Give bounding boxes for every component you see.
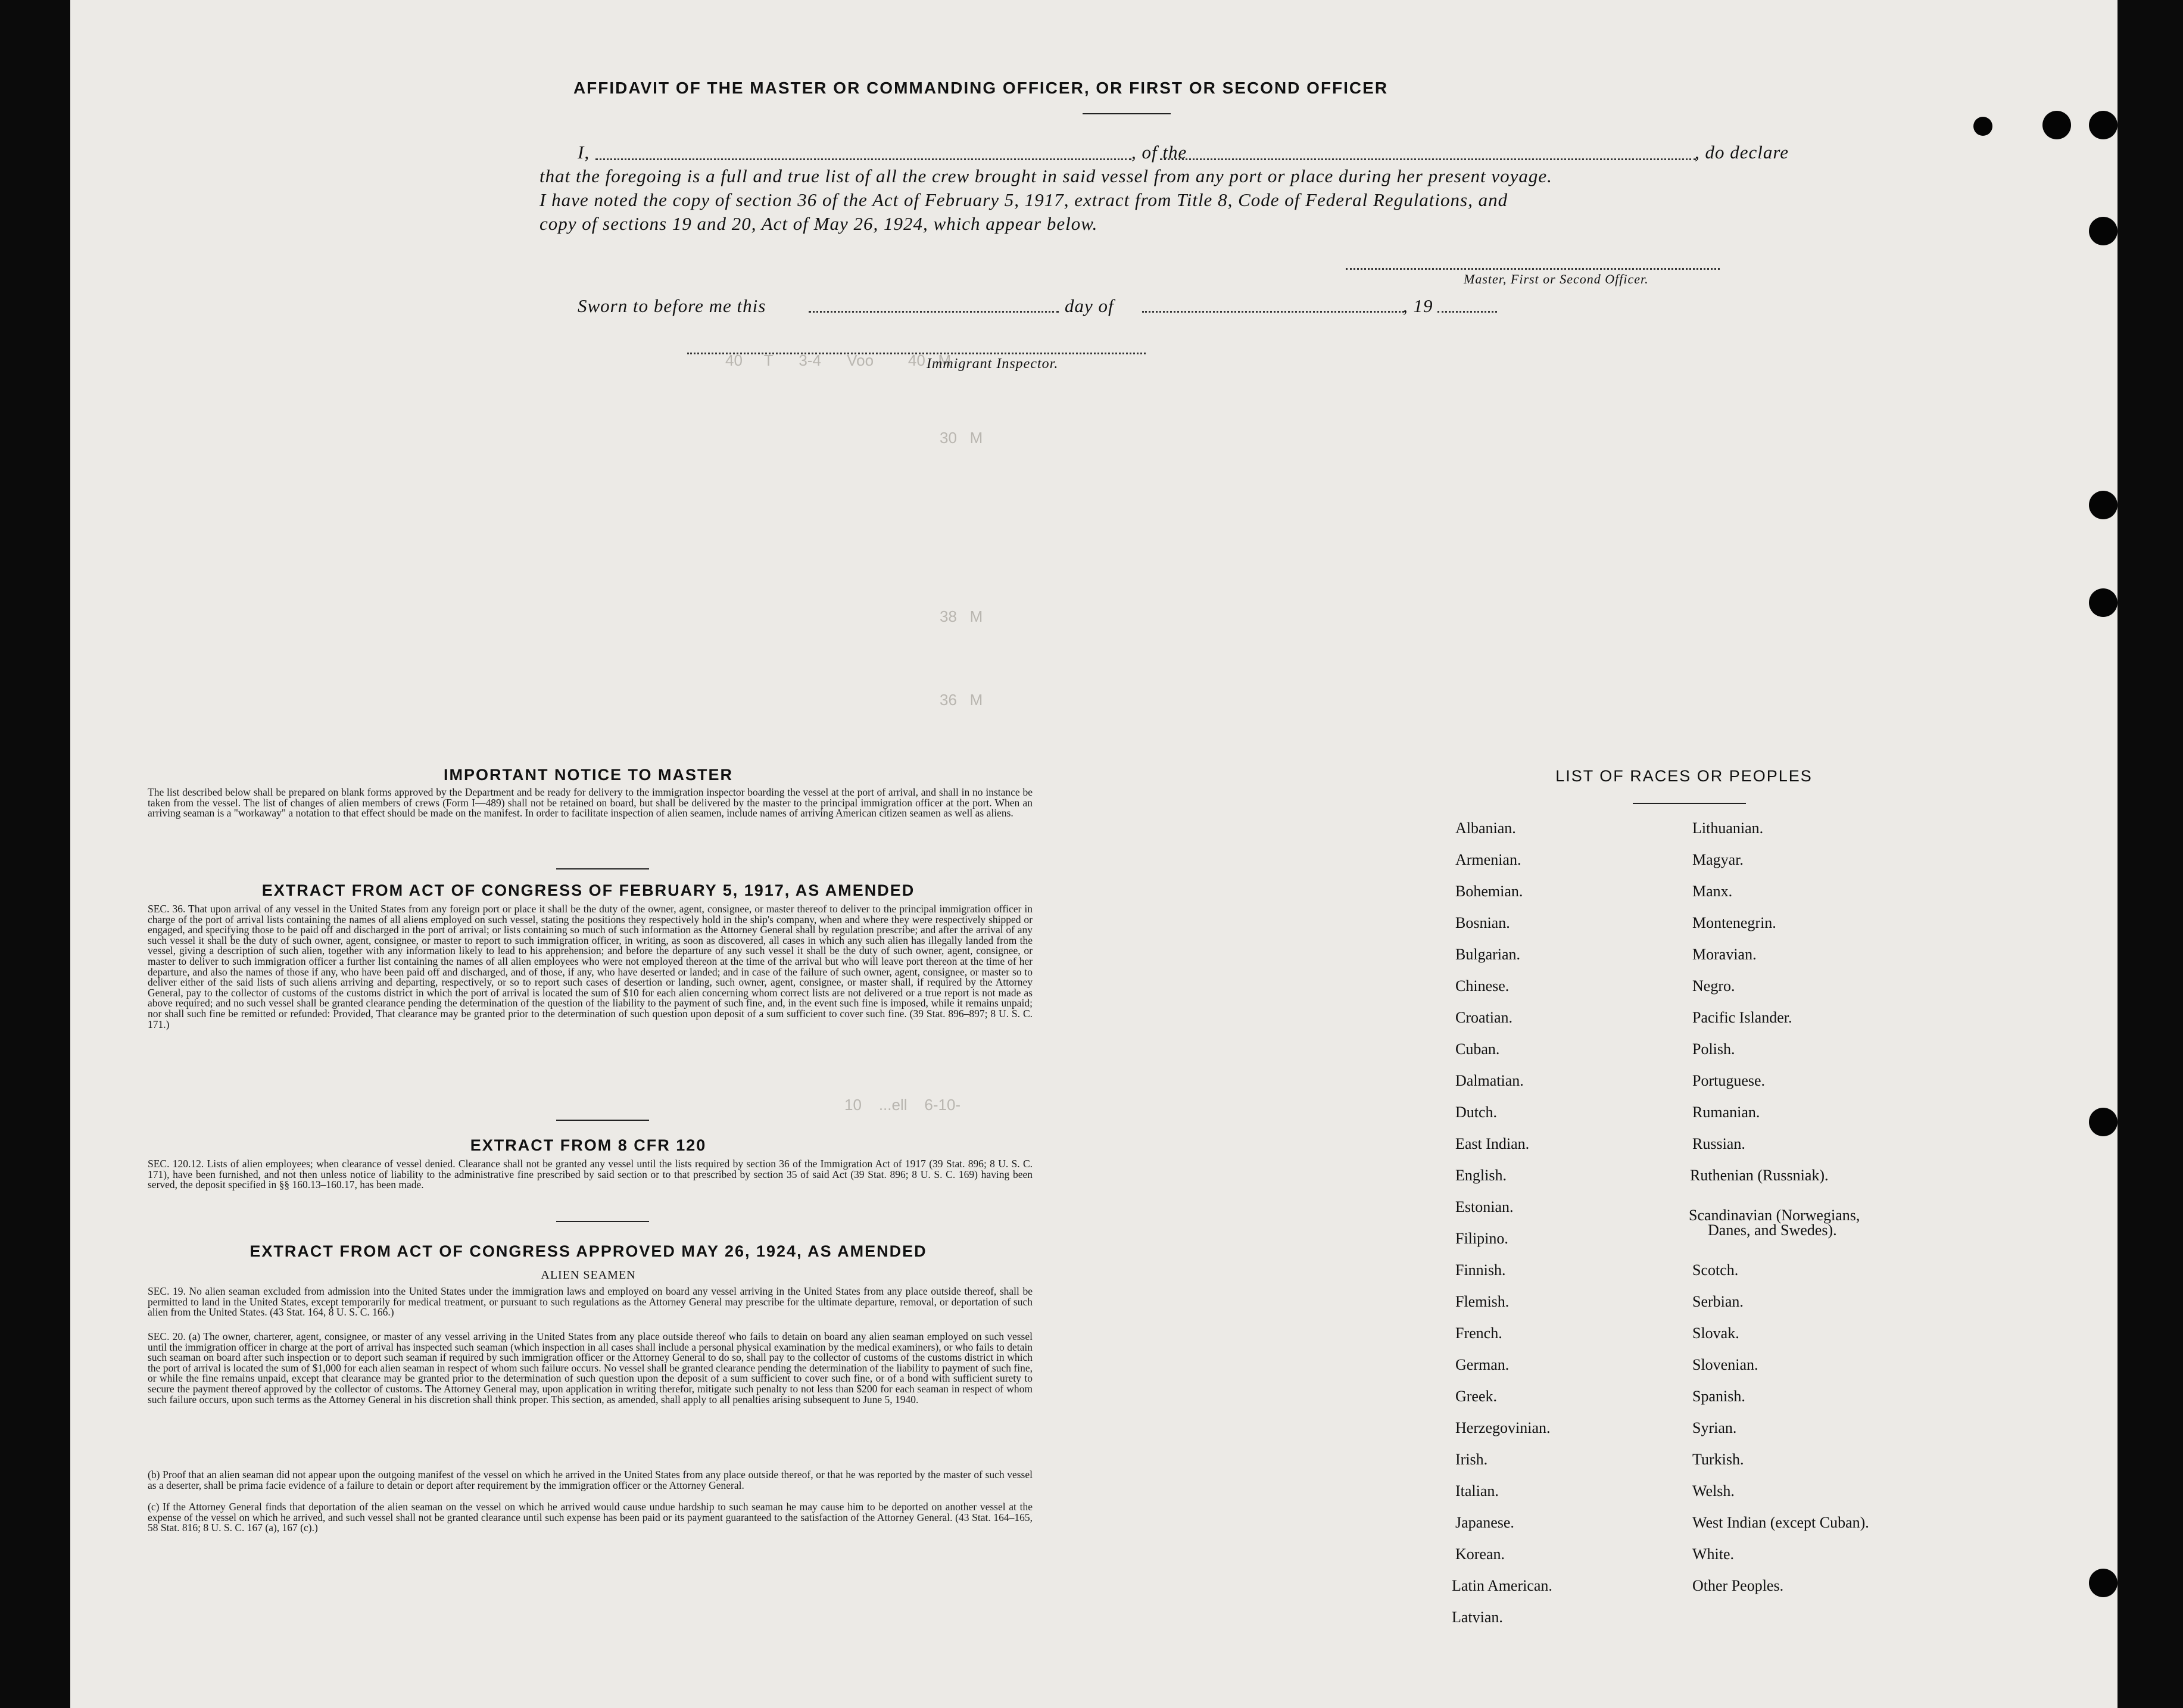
vessel-field[interactable] [1160,158,1696,160]
affidavit-line-3: I have noted the copy of section 36 of the Act of February 5, 1917, extract from Title 8, Code of Federal Regulations, and [539,189,1508,210]
race-item: Portuguese. [1692,1072,1766,1089]
affidavit-line-4: copy of sections 19 and 20, Act of May 26, 1924, which appear below. [539,213,1098,234]
race-item: Ruthenian (Russniak). [1690,1167,1829,1184]
race-item: Lithuanian. [1692,819,1764,837]
inspector-signature-label: Immigrant Inspector. [927,356,1059,372]
race-item: Turkish. [1692,1451,1744,1468]
race-item: Spanish. [1692,1388,1745,1405]
race-item: Cuban. [1455,1040,1500,1058]
day-of-label: day of [1065,295,1114,316]
race-item: Dutch. [1455,1104,1498,1121]
divider [1633,803,1746,804]
race-item: White. [1692,1545,1735,1563]
race-item: Korean. [1455,1545,1505,1563]
extract-1917-title: EXTRACT FROM ACT OF CONGRESS OF FEBRUARY 5, 1917, AS AMENDED [261,881,915,899]
affidavit-line-2: that the foregoing is a full and true list of all the crew brought in said vessel from any port or place during her present voyage. [539,166,1552,186]
race-item: West Indian (except Cuban). [1692,1514,1869,1531]
race-item: Irish. [1455,1451,1488,1468]
race-item: Negro. [1692,977,1735,995]
race-item: Japanese. [1455,1514,1514,1531]
punch-hole [2089,588,2117,617]
race-item: Montenegrin. [1692,914,1776,931]
extract-cfr-body: SEC. 120.12. Lists of alien employees; when clearance of vessel denied. Clearance shall not be granted any vessel until the lists required by section 36 of the Immigration Act of 1917 (39 Stat. 896; 8 U. S. C. 171), have been furnished, and not then unless notice of liability to the administrative fine prescribed by said section or to that prescribed by section 35 of said Act (39 Stat. 896; 8 U. S. C. 169) having been served, the deposit specified in §§ 160.13–160.17, has been made. [148,1158,1033,1191]
race-item: Albanian. [1455,819,1516,837]
race-item: Bosnian. [1455,914,1510,931]
race-item: French. [1455,1324,1502,1342]
race-item: East Indian. [1455,1135,1530,1152]
punch-hole [2042,111,2071,139]
race-item: Greek. [1455,1388,1498,1405]
race-item: Serbian. [1692,1293,1744,1310]
affidavit-i-label: I, [578,142,590,163]
race-item: Flemish. [1455,1293,1510,1310]
sec-20a-body: SEC. 20. (a) The owner, charterer, agent, consignee, or master of any vessel arriving in the United States from any place outside thereof who fails to detain on board any alien seaman employed on such vessel until the immigration officer in charge at the port of arrival has inspected such seaman (which inspection in all cases shall include a personal physical examination by the medical examiners), or who fails to detain such seaman on board after such inspection or to deport such seaman if required by such immigration officer or the Attorney General to do so, shall pay to the collector of customs of the customs district in which the port of arrival is located the sum of $1,000 for each alien seaman in respect of whom such failure occurs. No vessel shall be granted clearance pending the determination of the liability to payment of such fine, or while the fine remains unpaid, except that clearance may be granted prior to the determination of such question upon the deposit of a sum sufficient to cover such fine, or of a bond with sufficient surety to secure the payment thereof approved by the collector of customs. The Attorney General may, upon application in writing therefor, mitigate such penalty to not less than $200 for each seaman in respect of whom such failure occurs, upon such terms as the Attorney General in his discretion shall think proper. This section, as amended, shall apply to all penalties arising subsequent to June 5, 1940. [148,1330,1033,1405]
race-item: Estonian. [1455,1198,1514,1215]
race-item: Manx. [1692,883,1733,900]
race-item: Herzegovinian. [1455,1419,1551,1436]
race-item: Other Peoples. [1692,1577,1784,1594]
race-item: Latin American. [1452,1577,1552,1594]
race-item: Welsh. [1692,1482,1735,1500]
race-item: Scotch. [1692,1261,1739,1279]
divider [556,868,649,869]
punch-hole [2089,217,2117,245]
race-item: Dalmatian. [1455,1072,1524,1089]
sworn-day-field[interactable] [809,311,1059,313]
divider [556,1221,649,1222]
document-page: 40 T 3-4 Voo 40 M 30 M 38 M 36 M 10 ...ell 6-10- AFFIDAVIT OF THE MASTER OR COMMANDING OFFICER, OR FIRST OR SECOND OFFICER I, , of the , do declare that the foregoing is a full and true list of all the crew brought in said vessel from any port or place during her present voyage. I have noted the copy of section 36 of the Act of February 5, 1917, extract from Title 8, Code of Federal Regulations, and copy of sections 19 and 20, Act of May 26, 1924, which appear below. Master, First or Second Officer. Sworn to before me this day of , 19 Immigrant Inspector. IMPORTANT NOTICE TO MASTER The list described below shall be prepared on blank forms approved by the Department and be ready for delivery to the immigration inspector boarding the vessel at the port of arrival, and shall in no instance be taken from the vessel. The list of changes of alien members of crews (Form I—489) shall not be retained on board, but shall be delivered by the master to the principal immigration officer at the port. When an arriving seaman is a "workaway" a notation to that effect should be made on the manifest. In order to facilitate inspection of alien seamen, include names of arriving American citizen seamen as well as aliens. EXTRACT FROM ACT OF CONGRESS OF FEBRUARY 5, 1917, AS AMENDED SEC. 36. That upon arrival of any vessel in the United States from any foreign port or place it shall be the duty of the owner, agent, consignee, or master thereof to deliver to the principal immigration officer in charge of the port of arrival lists containing the names of all aliens employed on such vessel, stating the positions they respectively hold in the ship's company, when and where they were respectively shipped or engaged, and specifying those to be paid off and discharged in the port of arrival; or lists containing so much of such information as the Attorney General shall by regulation prescribe; and after the arrival of any such vessel it shall be the duty of such owner, agent, consignee, or master to report to such immigration officer, in writing, as soon as discovered, all cases in which any such alien has illegally landed from the vessel, giving a description of such alien, together with any information likely to lead to his apprehension; and before the departure of any such vessel it shall be the duty of such owner, agent, consignee, or master to deliver to such immigration officer a further list containing the names of all alien employees who were not employed thereon at the time of the arrival but who will leave port thereon at the time of her departure, and also the names of those if any, who have been paid off and discharged, and of those, if any, who have deserted or landed; and in case of the failure of such owner, agent, consignee, or master so to deliver either of the said lists of such aliens arriving and departing, respectively, or so to report such cases of desertion or landing, such owner, agent, consignee, or master shall, if required by the Attorney General, pay to the collector of customs of the customs district in which the port of arrival is located the sum of $10 for each alien concerning whom correct lists are not delivered or a true report is not made as above required; and no such vessel shall be granted clearance pending the determination of the question of the liability to the payment of such fine, and, in the event such fine is imposed, while it remains unpaid; nor shall such fine be remitted or refunded: Provided, That clearance may be granted prior to the determination of such question upon deposit of a sum sufficient to cover such fine. (39 Stat. 896–897; 8 U. S. C. 171.) EXTRACT FROM 8 CFR 120 SEC. 120.12. Lists of alien employees; when clearance of vessel denied. Clearance shall not be granted any vessel until the lists required by section 36 of the Immigration Act of 1917 (39 Stat. 896; 8 U. S. C. 171), have been furnished, and not then unless notice of liability to the administrative fine prescribed by said section or to that prescribed by section 35 of said Act (39 Stat. 896; 8 U. S. C. 169) having been served, the deposit specified in §§ 160.13–160.17, has been made. EXTRACT FROM ACT OF CONGRESS APPROVED MAY 26, 1924, AS AMENDED ALIEN SEAMEN SEC. 19. No alien seaman excluded from admission into the United States under the immigration laws and employed on board any vessel arriving in the United States from any place outside thereof, shall be permitted to land in the United States, except temporarily for medical treatment, or pursuant to such regulations as the Attorney General may prescribe for the ultimate departure, removal, or deportation of such alien from the United States. (43 Stat. 164, 8 U. S. C. 166.) SEC. 20. (a) The owner, charterer, agent, consignee, or master of any vessel arriving in the United States from any place outside thereof who fails to detain on board any alien seaman employed on such vessel until the immigration officer in charge at the port of arrival has inspected such seaman (which inspection in all cases shall include a personal physical examination by the medical examiners), or who fails to detain such seaman on board after such inspection or to deport such seaman if required by such immigration officer or the Attorney General to do so, shall pay to the collector of customs of the customs district in which the port of arrival is located the sum of $1,000 for each alien seaman in respect of whom such failure occurs. No vessel shall be granted clearance pending the determination of the liability to payment of such fine, or while the fine remains unpaid, except that clearance may be granted prior to the determination of such question upon the deposit of a sum sufficient to cover such fine, or of a bond with sufficient surety to secure the payment thereof approved by the collector of customs. The Attorney General may, upon application in writing therefor, mitigate such penalty to not less than $200 for each seaman in respect of whom such failure occurs, upon such terms as the Attorney General in his discretion shall think proper. This section, as amended, shall apply to all penalties arising subsequent to June 5, 1940. (b) Proof that an alien seaman did not appear upon the outgoing manifest of the vessel on which he arrived in the United States from any place outside thereof, or that he was reported by the master of such vessel as a deserter, shall be prima facie evidence of a failure to detain or deport after requirement by the immigration officer or the Attorney General. (c) If the Attorney General finds that deportation of the alien seaman on the vessel on which he arrived would cause undue hardship to such seaman he may cause him to be deported on another vessel at the expense of the vessel on which he arrived, and such vessel shall not be granted clearance until such expense has been paid or its payment guaranteed to the satisfaction of the Attorney General. (43 Stat. 164–165, 58 Stat. 816; 8 U. S. C. 167 (a), 167 (c).) LIST OF RACES OR PEOPLES Albanian. Armenian. Bohemian. Bosnian. Bulgarian. Chinese. Croatian. Cuban. Dalmatian. Dutch. East Indian. English. Estonian. Filipino. Finnish. Flemish. French. German. Greek. Herzegovinian. Irish. Italian. Japanese. Korean. Latin American. Latvian. Lithuanian. Magyar. Manx. Montenegrin. Moravian. Negro. Pacific Islander. Polish. Portuguese. Rumanian. Russian. Ruthenian (Russniak). Scandinavian (Norwegians, Danes, and Swedes). Scotch. Serbian. Slovak. Slovenian. Spanish. Syrian. Turkish. Welsh. West Indian (except Cuban). White. Other Peoples. [70,0,2117,1708]
race-item: Russian. [1692,1135,1745,1152]
race-item: Filipino. [1455,1230,1508,1247]
race-item: Rumanian. [1692,1104,1760,1121]
race-item: Bulgarian. [1455,946,1521,963]
sec-19-body: SEC. 19. No alien seaman excluded from admission into the United States under the immigration laws and employed on board any vessel arriving in the United States from any place outside thereof, shall be permitted to land in the United States, except temporarily for medical treatment, or pursuant to such regulations as the Attorney General may prescribe for the ultimate departure, removal, or deportation of such alien from the United States. (43 Stat. 164, 8 U. S. C. 166.) [148,1285,1033,1319]
race-item: Finnish. [1455,1261,1506,1279]
race-item: Bohemian. [1455,883,1523,900]
race-item: Polish. [1692,1040,1735,1058]
race-item: Magyar. [1692,851,1744,868]
punch-hole [2089,1108,2117,1136]
race-item: Slovenian. [1692,1356,1758,1373]
race-item: Pacific Islander. [1692,1009,1792,1026]
affidavit-title: AFFIDAVIT OF THE MASTER OR COMMANDING OFFICER, OR FIRST OR SECOND OFFICER [573,79,1389,97]
master-signature-label: Master, First or Second Officer. [1464,272,1649,286]
races-title: LIST OF RACES OR PEOPLES [1555,767,1813,785]
notice-title: IMPORTANT NOTICE TO MASTER [444,766,733,784]
divider [1083,113,1171,114]
race-item: Armenian. [1455,851,1521,868]
alien-seamen-subtitle: ALIEN SEAMEN [541,1268,636,1282]
punch-hole [1973,117,1992,136]
race-item: Danes, and Swedes). [1708,1221,1837,1239]
affidavit-of-the: , of the [1131,142,1187,163]
year-label: , 19 [1403,295,1433,316]
race-item: Latvian. [1452,1609,1503,1626]
race-item: English. [1455,1167,1507,1184]
name-field[interactable] [595,158,1131,160]
extract-1924-title: EXTRACT FROM ACT OF CONGRESS APPROVED MAY 26, 1924, AS AMENDED [250,1242,927,1260]
divider [556,1120,649,1121]
master-signature-line[interactable] [1346,268,1720,270]
race-item: Croatian. [1455,1009,1513,1026]
sec-20b-body: (b) Proof that an alien seaman did not appear upon the outgoing manifest of the vessel on which he arrived in the United States from any place outside thereof, or that he was reported by the master of such vessel as a deserter, shall be prima facie evidence of a failure to detain or deport after requirement by the immigration officer or the Attorney General. [148,1469,1033,1491]
race-item: Italian. [1455,1482,1499,1500]
notice-body: The list described below shall be prepared on blank forms approved by the Department and be ready for delivery to the immigration inspector boarding the vessel at the port of arrival, and shall in no instance be taken from the vessel. The list of changes of alien members of crews (Form I—489) shall not be retained on board, but shall be delivered by the master to the principal immigration officer at the port. When an arriving seaman is a "workaway" a notation to that effect should be made on the manifest. In order to facilitate inspection of alien seamen, include names of arriving American citizen seamen as well as aliens. [148,786,1033,819]
race-item: German. [1455,1356,1510,1373]
sworn-month-field[interactable] [1142,311,1404,313]
race-item: Scandinavian (Norwegians, [1689,1207,1860,1224]
punch-hole [2089,111,2117,139]
race-item: Moravian. [1692,946,1757,963]
sworn-label: Sworn to before me this [578,295,766,316]
sworn-year-field[interactable] [1437,311,1497,313]
race-item: Chinese. [1455,977,1510,995]
inspector-signature-line[interactable] [687,353,1146,354]
race-item: Syrian. [1692,1419,1737,1436]
race-item: Slovak. [1692,1324,1739,1342]
punch-hole [2089,491,2117,519]
extract-1917-body: SEC. 36. That upon arrival of any vessel in the United States from any foreign port or place it shall be the duty of the owner, agent, consignee, or master thereof to deliver to the principal immigration officer in charge of the port of arrival lists containing the names of all aliens employed on such vessel, stating the positions they respectively hold in the ship's company, when and where they were respectively shipped or engaged, and specifying those to be paid off and discharged in the port of arrival; or lists containing so much of such information as the Attorney General shall by regulation prescribe; and after the arrival of any such vessel it shall be the duty of such owner, agent, consignee, or master to report to such immigration officer, in writing, as soon as discovered, all cases in which any such alien has illegally landed from the vessel, giving a description of such alien, together with any information likely to lead to his apprehension; and before the departure of any such vessel it shall be the duty of such owner, agent, consignee, or master to deliver to such immigration officer a further list containing the names of all alien employees who were not employed thereon at the time of the arrival but who will leave port thereon at the time of her departure, and also the names of those if any, who have been paid off and discharged, and of those, if any, who have deserted or landed; and in case of the failure of such owner, agent, consignee, or master so to deliver either of the said lists of such aliens arriving and departing, respectively, or so to report such cases of desertion or landing, such owner, agent, consignee, or master shall, if required by the Attorney General, pay to the collector of customs of the customs district in which the port of arrival is located the sum of $10 for each alien concerning whom correct lists are not delivered or a true report is not made as above required; and no such vessel shall be granted clearance pending the determination of the question of the liability to the payment of such fine, and, in the event such fine is imposed, while it remains unpaid; nor shall such fine be remitted or refunded: Provided, That clearance may be granted prior to the determination of such question upon deposit of a sum sufficient to cover such fine. (39 Stat. 896–897; 8 U. S. C. 171.) [148,903,1033,1030]
affidavit-do-declare: , do declare [1695,142,1789,163]
extract-cfr-title: EXTRACT FROM 8 CFR 120 [470,1136,707,1154]
sec-20c-body: (c) If the Attorney General finds that deportation of the alien seaman on the vessel on which he arrived would cause undue hardship to such seaman he may cause him to be deported on another vessel at the expense of the vessel on which he arrived, and such vessel shall not be granted clearance until such expense has been paid or its payment guaranteed to the satisfaction of the Attorney General. (43 Stat. 164–165, 58 Stat. 816; 8 U. S. C. 167 (a), 167 (c).) [148,1501,1033,1534]
punch-hole [2089,1569,2117,1597]
